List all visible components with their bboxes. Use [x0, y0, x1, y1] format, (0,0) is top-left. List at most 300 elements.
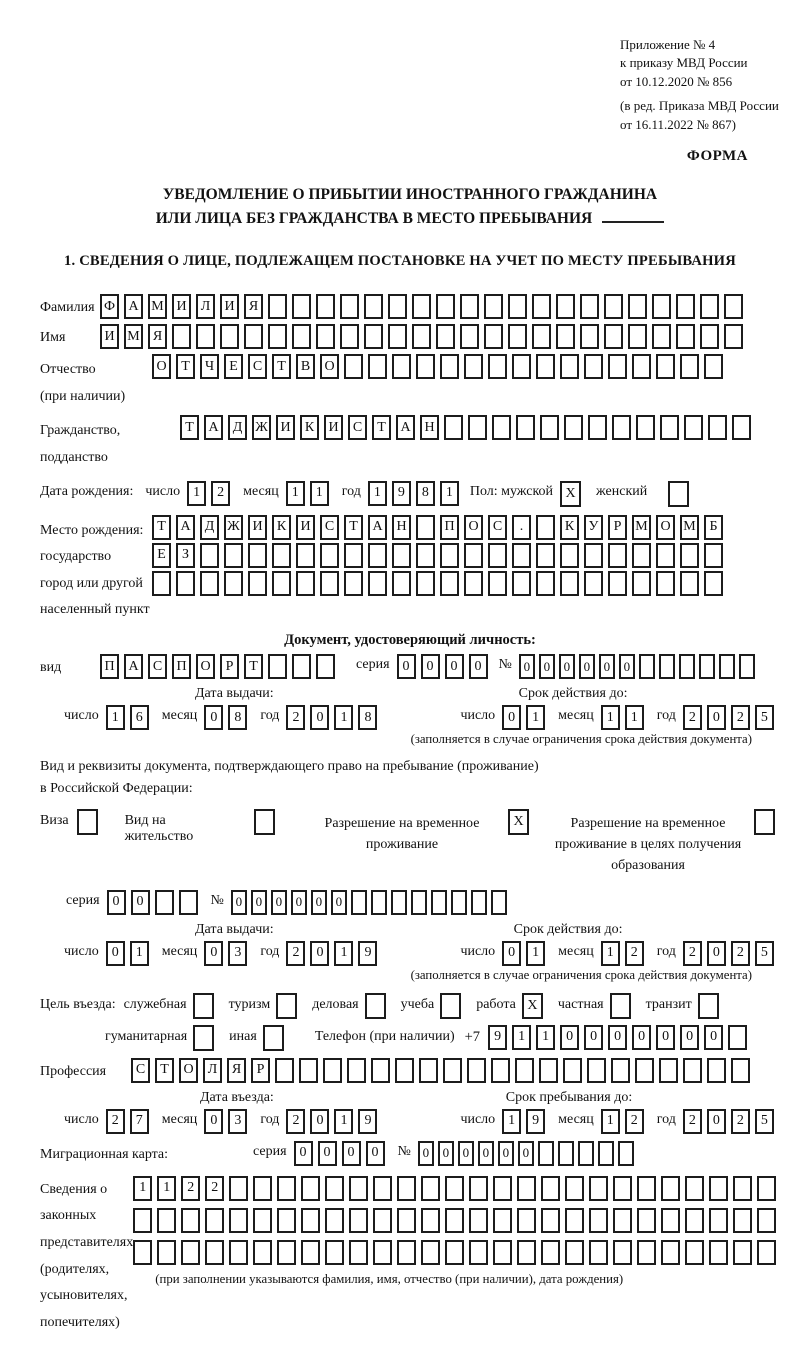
char-cell[interactable]	[733, 1208, 752, 1233]
char-cell[interactable]	[733, 1176, 752, 1201]
char-cell[interactable]: М	[680, 515, 699, 540]
char-cell[interactable]	[563, 1058, 582, 1083]
char-cell[interactable]: И	[220, 294, 239, 319]
char-cell[interactable]: 0	[458, 1141, 474, 1166]
char-cell[interactable]: П	[440, 515, 459, 540]
char-cell[interactable]: 5	[755, 1109, 774, 1134]
char-cell[interactable]	[325, 1176, 344, 1201]
char-cell[interactable]	[277, 1240, 296, 1265]
char-cell[interactable]	[637, 1240, 656, 1265]
char-cell[interactable]: 2	[181, 1176, 200, 1201]
char-cell[interactable]	[517, 1240, 536, 1265]
char-cell[interactable]: 2	[625, 941, 644, 966]
char-cell[interactable]	[268, 294, 287, 319]
char-cell[interactable]	[492, 415, 511, 440]
char-cell[interactable]	[608, 354, 627, 379]
char-cell[interactable]	[320, 543, 339, 568]
char-cell[interactable]	[704, 354, 723, 379]
char-cell[interactable]: Ф	[100, 294, 119, 319]
char-cell[interactable]: 0	[478, 1141, 494, 1166]
char-cell[interactable]	[618, 1141, 634, 1166]
char-cell[interactable]: З	[176, 543, 195, 568]
char-cell[interactable]	[733, 1240, 752, 1265]
char-cell[interactable]: 0	[310, 705, 329, 730]
char-cell[interactable]	[325, 1240, 344, 1265]
char-cell[interactable]	[323, 1058, 342, 1083]
char-cell[interactable]: В	[296, 354, 315, 379]
char-cell[interactable]: Ч	[200, 354, 219, 379]
char-cell[interactable]	[440, 354, 459, 379]
char-cell[interactable]	[364, 324, 383, 349]
char-cell[interactable]	[368, 354, 387, 379]
char-cell[interactable]	[488, 571, 507, 596]
char-cell[interactable]: Т	[176, 354, 195, 379]
char-cell[interactable]	[349, 1240, 368, 1265]
char-cell[interactable]	[587, 1058, 606, 1083]
checkbox-cell[interactable]	[193, 993, 214, 1019]
char-cell[interactable]	[588, 415, 607, 440]
char-cell[interactable]	[719, 654, 735, 679]
char-cell[interactable]	[395, 1058, 414, 1083]
char-cell[interactable]: А	[124, 294, 143, 319]
char-cell[interactable]	[608, 543, 627, 568]
char-cell[interactable]: 1	[334, 941, 353, 966]
char-cell[interactable]: К	[300, 415, 319, 440]
char-cell[interactable]: 2	[683, 705, 702, 730]
char-cell[interactable]	[484, 294, 503, 319]
char-cell[interactable]	[604, 324, 623, 349]
char-cell[interactable]: Т	[155, 1058, 174, 1083]
checkbox-cell[interactable]	[276, 993, 297, 1019]
checkbox-cell[interactable]: X	[560, 481, 581, 507]
char-cell[interactable]: 9	[392, 481, 411, 506]
checkbox-cell[interactable]	[77, 809, 98, 835]
char-cell[interactable]	[296, 543, 315, 568]
char-cell[interactable]	[371, 1058, 390, 1083]
char-cell[interactable]: 1	[601, 941, 620, 966]
char-cell[interactable]: 0	[518, 1141, 534, 1166]
char-cell[interactable]	[536, 571, 555, 596]
char-cell[interactable]	[416, 354, 435, 379]
char-cell[interactable]	[685, 1176, 704, 1201]
char-cell[interactable]: С	[248, 354, 267, 379]
char-cell[interactable]	[676, 294, 695, 319]
char-cell[interactable]	[560, 543, 579, 568]
char-cell[interactable]	[277, 1208, 296, 1233]
char-cell[interactable]	[564, 415, 583, 440]
char-cell[interactable]: 0	[131, 890, 150, 915]
char-cell[interactable]	[412, 324, 431, 349]
char-cell[interactable]	[540, 415, 559, 440]
char-cell[interactable]	[589, 1208, 608, 1233]
char-cell[interactable]	[224, 543, 243, 568]
char-cell[interactable]: 7	[130, 1109, 149, 1134]
char-cell[interactable]: 1	[512, 1025, 531, 1050]
char-cell[interactable]	[704, 543, 723, 568]
char-cell[interactable]: 2	[731, 941, 750, 966]
char-cell[interactable]: С	[320, 515, 339, 540]
char-cell[interactable]: 9	[488, 1025, 507, 1050]
char-cell[interactable]	[292, 324, 311, 349]
char-cell[interactable]: Е	[152, 543, 171, 568]
char-cell[interactable]: 2	[731, 1109, 750, 1134]
char-cell[interactable]	[598, 1141, 614, 1166]
char-cell[interactable]	[680, 543, 699, 568]
char-cell[interactable]: 0	[204, 941, 223, 966]
char-cell[interactable]	[488, 354, 507, 379]
char-cell[interactable]: .	[512, 515, 531, 540]
char-cell[interactable]	[508, 294, 527, 319]
char-cell[interactable]: 2	[731, 705, 750, 730]
char-cell[interactable]	[724, 324, 743, 349]
char-cell[interactable]	[613, 1208, 632, 1233]
char-cell[interactable]	[392, 543, 411, 568]
char-cell[interactable]	[660, 415, 679, 440]
char-cell[interactable]	[732, 415, 751, 440]
char-cell[interactable]	[659, 654, 675, 679]
checkbox-cell[interactable]	[263, 1025, 284, 1051]
char-cell[interactable]	[181, 1208, 200, 1233]
char-cell[interactable]: 1	[187, 481, 206, 506]
char-cell[interactable]: А	[176, 515, 195, 540]
char-cell[interactable]	[157, 1208, 176, 1233]
char-cell[interactable]: 6	[130, 705, 149, 730]
char-cell[interactable]	[707, 1058, 726, 1083]
char-cell[interactable]: 1	[106, 705, 125, 730]
char-cell[interactable]	[469, 1240, 488, 1265]
char-cell[interactable]: 0	[469, 654, 488, 679]
char-cell[interactable]	[488, 543, 507, 568]
char-cell[interactable]	[436, 324, 455, 349]
char-cell[interactable]	[709, 1208, 728, 1233]
char-cell[interactable]: И	[276, 415, 295, 440]
char-cell[interactable]	[397, 1240, 416, 1265]
char-cell[interactable]: 2	[625, 1109, 644, 1134]
char-cell[interactable]	[244, 324, 263, 349]
char-cell[interactable]	[344, 354, 363, 379]
char-cell[interactable]	[652, 294, 671, 319]
char-cell[interactable]: 1	[286, 481, 305, 506]
char-cell[interactable]: Т	[180, 415, 199, 440]
char-cell[interactable]	[604, 294, 623, 319]
char-cell[interactable]: Ж	[252, 415, 271, 440]
char-cell[interactable]	[196, 324, 215, 349]
char-cell[interactable]	[133, 1208, 152, 1233]
char-cell[interactable]: 0	[539, 654, 555, 679]
char-cell[interactable]	[684, 415, 703, 440]
char-cell[interactable]: 9	[358, 1109, 377, 1134]
char-cell[interactable]	[700, 324, 719, 349]
char-cell[interactable]: А	[204, 415, 223, 440]
char-cell[interactable]	[680, 571, 699, 596]
char-cell[interactable]	[536, 354, 555, 379]
char-cell[interactable]	[611, 1058, 630, 1083]
char-cell[interactable]	[268, 324, 287, 349]
char-cell[interactable]	[612, 415, 631, 440]
char-cell[interactable]: 0	[311, 890, 327, 915]
char-cell[interactable]	[661, 1176, 680, 1201]
char-cell[interactable]	[491, 890, 507, 915]
char-cell[interactable]: Я	[227, 1058, 246, 1083]
char-cell[interactable]	[708, 415, 727, 440]
char-cell[interactable]	[368, 571, 387, 596]
char-cell[interactable]	[580, 294, 599, 319]
char-cell[interactable]: 1	[526, 705, 545, 730]
char-cell[interactable]	[757, 1176, 776, 1201]
char-cell[interactable]: 0	[421, 654, 440, 679]
char-cell[interactable]: 1	[526, 941, 545, 966]
checkbox-cell[interactable]	[254, 809, 275, 835]
char-cell[interactable]	[421, 1176, 440, 1201]
char-cell[interactable]	[739, 654, 755, 679]
char-cell[interactable]	[471, 890, 487, 915]
char-cell[interactable]	[155, 890, 174, 915]
char-cell[interactable]: 0	[519, 654, 535, 679]
char-cell[interactable]: 0	[366, 1141, 385, 1166]
char-cell[interactable]	[464, 571, 483, 596]
char-cell[interactable]	[272, 543, 291, 568]
char-cell[interactable]: 0	[318, 1141, 337, 1166]
char-cell[interactable]	[296, 571, 315, 596]
char-cell[interactable]: Д	[228, 415, 247, 440]
char-cell[interactable]	[460, 324, 479, 349]
char-cell[interactable]	[205, 1208, 224, 1233]
char-cell[interactable]	[299, 1058, 318, 1083]
char-cell[interactable]	[133, 1240, 152, 1265]
char-cell[interactable]	[541, 1208, 560, 1233]
char-cell[interactable]	[632, 543, 651, 568]
char-cell[interactable]: 9	[358, 941, 377, 966]
char-cell[interactable]	[411, 890, 427, 915]
char-cell[interactable]: 1	[601, 705, 620, 730]
char-cell[interactable]	[200, 571, 219, 596]
char-cell[interactable]	[541, 1176, 560, 1201]
char-cell[interactable]: 0	[502, 705, 521, 730]
char-cell[interactable]	[220, 324, 239, 349]
char-cell[interactable]	[349, 1176, 368, 1201]
char-cell[interactable]	[340, 294, 359, 319]
char-cell[interactable]: 1	[502, 1109, 521, 1134]
char-cell[interactable]	[538, 1141, 554, 1166]
char-cell[interactable]	[560, 354, 579, 379]
char-cell[interactable]	[316, 654, 335, 679]
char-cell[interactable]: Я	[244, 294, 263, 319]
char-cell[interactable]	[659, 1058, 678, 1083]
char-cell[interactable]	[468, 415, 487, 440]
char-cell[interactable]	[661, 1208, 680, 1233]
char-cell[interactable]	[709, 1176, 728, 1201]
char-cell[interactable]	[728, 1025, 747, 1050]
char-cell[interactable]: 1	[130, 941, 149, 966]
char-cell[interactable]: 0	[707, 1109, 726, 1134]
char-cell[interactable]	[373, 1240, 392, 1265]
char-cell[interactable]	[536, 515, 555, 540]
char-cell[interactable]: 2	[286, 1109, 305, 1134]
char-cell[interactable]	[229, 1240, 248, 1265]
char-cell[interactable]: 0	[680, 1025, 699, 1050]
char-cell[interactable]	[491, 1058, 510, 1083]
char-cell[interactable]: 0	[560, 1025, 579, 1050]
char-cell[interactable]: И	[296, 515, 315, 540]
char-cell[interactable]: О	[656, 515, 675, 540]
char-cell[interactable]	[517, 1208, 536, 1233]
char-cell[interactable]: 1	[334, 705, 353, 730]
char-cell[interactable]: 2	[286, 705, 305, 730]
char-cell[interactable]	[392, 354, 411, 379]
char-cell[interactable]	[464, 543, 483, 568]
char-cell[interactable]	[373, 1208, 392, 1233]
char-cell[interactable]	[539, 1058, 558, 1083]
char-cell[interactable]	[632, 571, 651, 596]
char-cell[interactable]	[532, 324, 551, 349]
char-cell[interactable]	[639, 654, 655, 679]
char-cell[interactable]	[637, 1208, 656, 1233]
char-cell[interactable]	[301, 1176, 320, 1201]
char-cell[interactable]	[277, 1176, 296, 1201]
char-cell[interactable]	[632, 354, 651, 379]
char-cell[interactable]: 2	[683, 1109, 702, 1134]
checkbox-cell[interactable]	[440, 993, 461, 1019]
char-cell[interactable]	[541, 1240, 560, 1265]
char-cell[interactable]	[512, 354, 531, 379]
char-cell[interactable]	[416, 515, 435, 540]
char-cell[interactable]	[608, 571, 627, 596]
char-cell[interactable]	[724, 294, 743, 319]
char-cell[interactable]: С	[131, 1058, 150, 1083]
char-cell[interactable]	[445, 1176, 464, 1201]
char-cell[interactable]	[589, 1176, 608, 1201]
char-cell[interactable]: А	[124, 654, 143, 679]
char-cell[interactable]	[700, 294, 719, 319]
char-cell[interactable]: 0	[107, 890, 126, 915]
char-cell[interactable]: И	[324, 415, 343, 440]
char-cell[interactable]	[347, 1058, 366, 1083]
char-cell[interactable]: 2	[106, 1109, 125, 1134]
char-cell[interactable]	[421, 1208, 440, 1233]
char-cell[interactable]	[152, 571, 171, 596]
char-cell[interactable]	[340, 324, 359, 349]
char-cell[interactable]: Н	[392, 515, 411, 540]
char-cell[interactable]: 0	[204, 705, 223, 730]
char-cell[interactable]: 5	[755, 705, 774, 730]
char-cell[interactable]: 0	[310, 1109, 329, 1134]
checkbox-cell[interactable]	[193, 1025, 214, 1051]
char-cell[interactable]	[373, 1176, 392, 1201]
char-cell[interactable]: Е	[224, 354, 243, 379]
char-cell[interactable]	[253, 1208, 272, 1233]
char-cell[interactable]: Б	[704, 515, 723, 540]
checkbox-cell[interactable]: X	[522, 993, 543, 1019]
char-cell[interactable]: 2	[211, 481, 230, 506]
char-cell[interactable]: Р	[608, 515, 627, 540]
char-cell[interactable]: К	[560, 515, 579, 540]
char-cell[interactable]: С	[348, 415, 367, 440]
char-cell[interactable]	[440, 543, 459, 568]
char-cell[interactable]: О	[320, 354, 339, 379]
char-cell[interactable]: 0	[231, 890, 247, 915]
char-cell[interactable]	[464, 354, 483, 379]
char-cell[interactable]	[469, 1208, 488, 1233]
char-cell[interactable]	[181, 1240, 200, 1265]
char-cell[interactable]: Т	[372, 415, 391, 440]
char-cell[interactable]	[272, 571, 291, 596]
char-cell[interactable]	[275, 1058, 294, 1083]
char-cell[interactable]: 1	[440, 481, 459, 506]
char-cell[interactable]	[613, 1176, 632, 1201]
char-cell[interactable]	[560, 571, 579, 596]
char-cell[interactable]: А	[368, 515, 387, 540]
char-cell[interactable]	[301, 1240, 320, 1265]
char-cell[interactable]: Р	[220, 654, 239, 679]
char-cell[interactable]	[431, 890, 447, 915]
char-cell[interactable]	[460, 294, 479, 319]
char-cell[interactable]: 1	[625, 705, 644, 730]
char-cell[interactable]	[292, 294, 311, 319]
char-cell[interactable]: 0	[106, 941, 125, 966]
char-cell[interactable]	[628, 294, 647, 319]
char-cell[interactable]	[679, 654, 695, 679]
char-cell[interactable]	[268, 654, 287, 679]
char-cell[interactable]: 3	[228, 941, 247, 966]
char-cell[interactable]	[248, 543, 267, 568]
char-cell[interactable]: О	[152, 354, 171, 379]
char-cell[interactable]	[416, 571, 435, 596]
char-cell[interactable]	[584, 543, 603, 568]
checkbox-cell[interactable]	[668, 481, 689, 507]
char-cell[interactable]	[565, 1176, 584, 1201]
char-cell[interactable]	[392, 571, 411, 596]
char-cell[interactable]	[351, 890, 367, 915]
char-cell[interactable]	[517, 1176, 536, 1201]
char-cell[interactable]	[578, 1141, 594, 1166]
char-cell[interactable]: 0	[599, 654, 615, 679]
char-cell[interactable]	[172, 324, 191, 349]
char-cell[interactable]	[349, 1208, 368, 1233]
char-cell[interactable]	[292, 654, 311, 679]
char-cell[interactable]	[467, 1058, 486, 1083]
char-cell[interactable]: 1	[601, 1109, 620, 1134]
char-cell[interactable]	[419, 1058, 438, 1083]
char-cell[interactable]	[685, 1240, 704, 1265]
char-cell[interactable]: 1	[133, 1176, 152, 1201]
char-cell[interactable]	[325, 1208, 344, 1233]
char-cell[interactable]	[248, 571, 267, 596]
char-cell[interactable]	[316, 324, 335, 349]
char-cell[interactable]	[493, 1208, 512, 1233]
char-cell[interactable]	[224, 571, 243, 596]
char-cell[interactable]: К	[272, 515, 291, 540]
char-cell[interactable]	[628, 324, 647, 349]
char-cell[interactable]	[469, 1176, 488, 1201]
char-cell[interactable]	[344, 571, 363, 596]
char-cell[interactable]: 0	[579, 654, 595, 679]
char-cell[interactable]	[301, 1208, 320, 1233]
char-cell[interactable]	[205, 1240, 224, 1265]
char-cell[interactable]	[636, 415, 655, 440]
char-cell[interactable]	[253, 1240, 272, 1265]
char-cell[interactable]	[493, 1240, 512, 1265]
char-cell[interactable]: 5	[755, 941, 774, 966]
char-cell[interactable]	[565, 1240, 584, 1265]
char-cell[interactable]: Т	[344, 515, 363, 540]
char-cell[interactable]: 0	[498, 1141, 514, 1166]
char-cell[interactable]	[699, 654, 715, 679]
char-cell[interactable]	[635, 1058, 654, 1083]
char-cell[interactable]	[512, 571, 531, 596]
char-cell[interactable]	[416, 543, 435, 568]
char-cell[interactable]: 2	[286, 941, 305, 966]
char-cell[interactable]	[584, 354, 603, 379]
